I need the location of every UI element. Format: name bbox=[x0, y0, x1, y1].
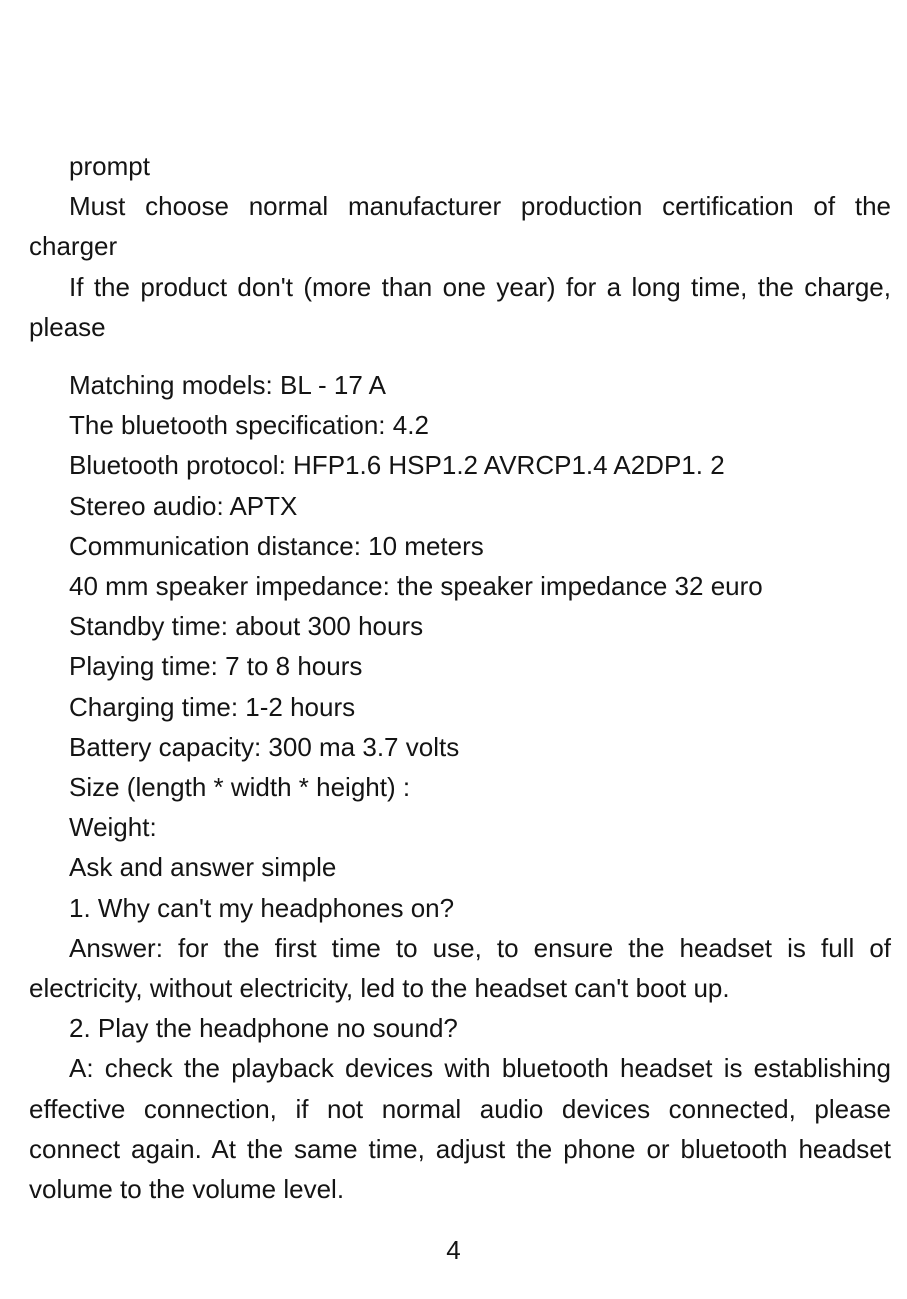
faq-question-2: 2. Play the headphone no sound? bbox=[69, 1013, 458, 1044]
charger-note: Must choose normal manufacturer production certification of the charger bbox=[29, 191, 891, 262]
faq-question-1: 1. Why can't my headphones on? bbox=[69, 892, 455, 923]
spec-communication-distance: Communication distance: 10 meters bbox=[69, 530, 484, 561]
spec-standby-time: Standby time: about 300 hours bbox=[69, 611, 424, 642]
spec-bluetooth-protocol: Bluetooth protocol: HFP1.6 HSP1.2 AVRCP1.4 A2DP1. 2 bbox=[69, 450, 725, 481]
page-number: 4 bbox=[446, 1235, 461, 1265]
spec-stereo-audio: Stereo audio: APTX bbox=[69, 490, 298, 521]
storage-note: If the product don't (more than one year) for a long time, the charge, please bbox=[29, 271, 891, 342]
spec-matching-models: Matching models: BL - 17 A bbox=[69, 370, 386, 401]
faq-answer-2: A: check the playback devices with bluetooth headset is establishing effective connection, if not normal audio devices connected, please connect again. At the same time, adjust the phone or bluetooth headset volume to the volume level. bbox=[29, 1053, 891, 1205]
spec-battery-capacity: Battery capacity: 300 ma 3.7 volts bbox=[69, 731, 460, 762]
faq-heading: Ask and answer simple bbox=[69, 852, 337, 883]
spec-size: Size (length * width * height) : bbox=[69, 772, 411, 803]
faq-answer-1: Answer: for the first time to use, to ensure the headset is full of electricity, without electricity, led to the headset can't boot up. bbox=[29, 932, 891, 1004]
page-content bbox=[29, 146, 891, 1209]
prompt-heading: prompt bbox=[69, 151, 150, 181]
spec-playing-time: Playing time: 7 to 8 hours bbox=[69, 651, 363, 682]
section-gap bbox=[29, 347, 891, 365]
spec-weight: Weight: bbox=[69, 812, 157, 843]
spec-bluetooth-version: The bluetooth specification: 4.2 bbox=[69, 410, 429, 441]
spec-speaker-impedance: 40 mm speaker impedance: the speaker impedance 32 euro bbox=[69, 571, 763, 602]
spec-charging-time: Charging time: 1-2 hours bbox=[69, 691, 356, 722]
